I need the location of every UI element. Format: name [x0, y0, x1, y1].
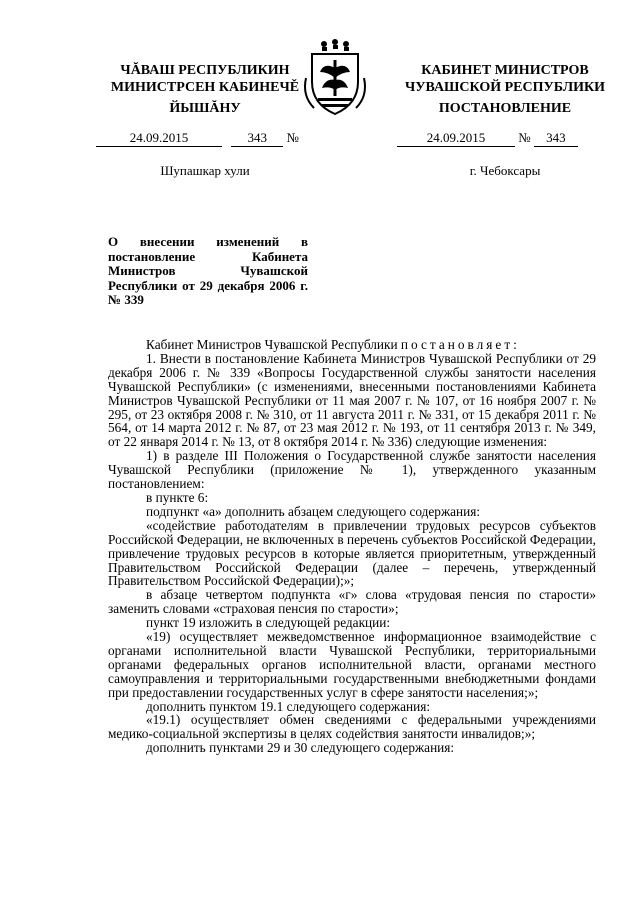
- right-header-line2: ЧУВАШСКОЙ РЕСПУБЛИКИ: [404, 80, 606, 95]
- right-header: [395, 62, 615, 96]
- document-subject: О внесении изменений в постановление Кабинета Министров Чувашской Республики от 29 декабря 2006 г. № 339: [108, 234, 308, 307]
- right-header-line1: КАБИНЕТ МИНИСТРОВ: [421, 63, 589, 78]
- left-date: 24.09.2015: [96, 130, 222, 147]
- left-number: 343: [231, 130, 283, 147]
- left-no-sign: №: [286, 130, 299, 145]
- left-date-number: [96, 130, 316, 147]
- paragraph-4: подпункт «а» дополнить абзацем следующего содержания:: [146, 503, 481, 519]
- paragraph-1: 1. Внести в постановление Кабинета Министров Чувашской Республики от 29 декабря 2006 г. № 339 «Вопросы Государственной службы занятости населения Чувашской Республики» (с изменениями, внесенными постановлениями Кабинета Министров Чувашской Республики от 11 мая 2007 г. № 107, от 16 ноября 2007 г. № 295, от 23 октября 2008 г. № 310, от 11 августа 2011 г. № 331, от 15 декабря 2011 г. № 564, от 14 марта 2012 г. № 87, от 23 мая 2012 г. № 193, от 11 сентября 2013 г. № 349, от 22 января 2014 г. № 13, от 8 октября 2014 г. № 336) следующие изменения:: [108, 350, 596, 450]
- left-doc-type: ЙЫШĂНУ: [169, 101, 241, 116]
- paragraph-2: 1) в разделе III Положения о Государственной службе занятости населения Чувашской Республики (приложение № 1), утвержденного указанным постановлением:: [108, 448, 596, 492]
- paragraph-11: дополнить пунктами 29 и 30 следующего содержания:: [146, 740, 455, 756]
- left-header-line1: ЧĂВАШ РЕСПУБЛИКИН: [120, 63, 290, 78]
- intro-lead: Кабинет Министров Чувашской Республики: [146, 337, 398, 352]
- intro-paragraph: [108, 338, 596, 352]
- right-city: г. Чебоксары: [469, 163, 541, 178]
- paragraph-9: дополнить пунктом 19.1 следующего содержания:: [146, 698, 431, 714]
- left-city: Шупашкар хули: [160, 163, 250, 178]
- paragraph-8: «19) осуществляет межведомственное информационное взаимодействие с органами исполнительной власти Чувашской Республики, территориальными органами федеральных органов исполнительной власти, органами местного самоуправления и территориальными государственными внебюджетными фондами при предоставлении государственных услуг в сфере занятости населения;»;: [108, 629, 596, 700]
- right-no-sign: №: [518, 130, 531, 145]
- right-doc-type: ПОСТАНОВЛЕНИЕ: [438, 101, 572, 116]
- coat-of-arms-emblem: [300, 38, 370, 122]
- document-body: [108, 338, 596, 755]
- left-header: [95, 62, 315, 96]
- right-date: 24.09.2015: [397, 130, 515, 147]
- paragraph-10: «19.1) осуществляет обмен сведениями с федеральными учреждениями медико-социальной экспертизы в целях содействия занятости инвалидов;»;: [108, 712, 596, 742]
- intro-resolves: постановляет:: [400, 337, 520, 352]
- paragraph-6: в абзаце четвертом подпункта «г» слова «трудовая пенсия по старости» заменить словами «страховая пенсия по старости»;: [108, 587, 596, 617]
- right-date-number: [397, 130, 617, 147]
- right-number: 343: [534, 130, 578, 147]
- left-header-line2: МИНИСТРСЕН КАБИНЕЧĚ: [110, 80, 300, 95]
- paragraph-3: в пункте 6:: [146, 489, 209, 505]
- paragraph-5: «содействие работодателям в привлечении трудовых ресурсов субъектов Российской Федерации, не включенных в перечень субъектов Российской Федерации, привлечение трудовых ресурсов в которые является приоритетным, утвержденный Правительством Российской Федерации (далее – перечень, утвержденный Правительством Российской Федерации);»;: [108, 517, 596, 589]
- paragraph-7: пункт 19 изложить в следующей редакции:: [146, 615, 391, 631]
